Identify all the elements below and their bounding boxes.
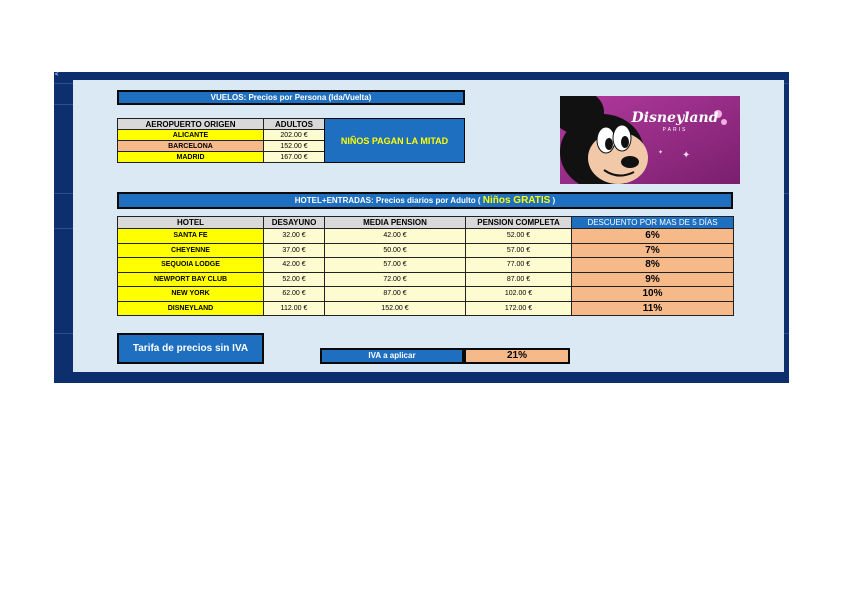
hotel-name-cell: DISNEYLAND bbox=[118, 301, 264, 316]
hotel-name-cell: NEW YORK bbox=[118, 287, 264, 302]
pension-completa-cell: 102.00 € bbox=[466, 287, 572, 302]
desayuno-cell: 32.00 € bbox=[264, 229, 325, 244]
svg-text:✦: ✦ bbox=[682, 150, 691, 161]
logo-sub-text: PARIS bbox=[662, 127, 688, 133]
descuento-cell: 11% bbox=[572, 301, 734, 316]
flights-title: VUELOS: Precios por Persona (Ida/Vuelta) bbox=[117, 90, 465, 105]
col-media-pension-header: MEDIA PENSION bbox=[325, 217, 466, 229]
adults-price-cell: 167.00 € bbox=[264, 152, 325, 163]
hotel-name-cell: NEWPORT BAY CLUB bbox=[118, 272, 264, 287]
descuento-cell: 7% bbox=[572, 243, 734, 258]
flights-table bbox=[117, 118, 325, 163]
pension-completa-cell: 57.00 € bbox=[466, 243, 572, 258]
col-desayuno-header: DESAYUNO bbox=[264, 217, 325, 229]
iva-value-input[interactable]: 21% bbox=[464, 348, 570, 364]
media-pension-cell: 87.00 € bbox=[325, 287, 466, 302]
adults-price-cell: 152.00 € bbox=[264, 141, 325, 152]
table-row bbox=[118, 272, 734, 287]
col-descuento-header: DESCUENTO POR MAS DE 5 DÍAS bbox=[572, 217, 734, 229]
table-row bbox=[118, 229, 734, 244]
table-row bbox=[118, 243, 734, 258]
adults-price-cell: 202.00 € bbox=[264, 130, 325, 141]
hotel-title-suffix: ) bbox=[550, 196, 556, 205]
tarifa-sin-iva-button[interactable] bbox=[117, 333, 264, 364]
descuento-cell: 9% bbox=[572, 272, 734, 287]
pension-completa-cell: 87.00 € bbox=[466, 272, 572, 287]
disneyland-logo bbox=[560, 96, 740, 184]
desayuno-cell: 52.00 € bbox=[264, 272, 325, 287]
col-hotel-header: HOTEL bbox=[118, 217, 264, 229]
media-pension-cell: 152.00 € bbox=[325, 301, 466, 316]
origin-cell: BARCELONA bbox=[118, 141, 264, 152]
tarifa-button-label: Tarifa de precios sin IVA bbox=[132, 343, 249, 354]
hotel-title-prefix: HOTEL+ENTRADAS: Precios diarios por Adulto ( bbox=[294, 196, 483, 205]
hotel-name-cell: SANTA FE bbox=[118, 229, 264, 244]
kids-note-text: NIÑOS PAGAN LA MITAD bbox=[340, 135, 449, 146]
iva-label: IVA a aplicar bbox=[320, 348, 464, 364]
hotel-title bbox=[117, 192, 733, 209]
hotel-name-cell: CHEYENNE bbox=[118, 243, 264, 258]
descuento-cell: 8% bbox=[572, 258, 734, 273]
desayuno-cell: 62.00 € bbox=[264, 287, 325, 302]
svg-text:✦: ✦ bbox=[658, 149, 664, 156]
logo-brand-text: Disneyland bbox=[631, 110, 719, 126]
desayuno-cell: 42.00 € bbox=[264, 258, 325, 273]
hotel-name-cell: SEQUOIA LODGE bbox=[118, 258, 264, 273]
media-pension-cell: 50.00 € bbox=[325, 243, 466, 258]
table-row bbox=[118, 301, 734, 316]
table-row bbox=[118, 258, 734, 273]
collapse-arrow-icon[interactable]: < bbox=[55, 72, 59, 78]
col-adults-header: ADULTOS bbox=[264, 119, 325, 130]
descuento-cell: 6% bbox=[572, 229, 734, 244]
media-pension-cell: 57.00 € bbox=[325, 258, 466, 273]
col-origin-header: AEROPUERTO ORIGEN bbox=[118, 119, 264, 130]
pension-completa-cell: 52.00 € bbox=[466, 229, 572, 244]
col-pension-completa-header: PENSION COMPLETA bbox=[466, 217, 572, 229]
pension-completa-cell: 172.00 € bbox=[466, 301, 572, 316]
pension-completa-cell: 77.00 € bbox=[466, 258, 572, 273]
hotel-title-highlight: Niños GRATIS bbox=[482, 195, 551, 206]
origin-cell: ALICANTE bbox=[118, 130, 264, 141]
desayuno-cell: 112.00 € bbox=[264, 301, 325, 316]
desayuno-cell: 37.00 € bbox=[264, 243, 325, 258]
origin-cell: MADRID bbox=[118, 152, 264, 163]
media-pension-cell: 42.00 € bbox=[325, 229, 466, 244]
hotel-table bbox=[117, 216, 734, 316]
kids-note bbox=[324, 118, 465, 163]
descuento-cell: 10% bbox=[572, 287, 734, 302]
media-pension-cell: 72.00 € bbox=[325, 272, 466, 287]
table-row bbox=[118, 287, 734, 302]
